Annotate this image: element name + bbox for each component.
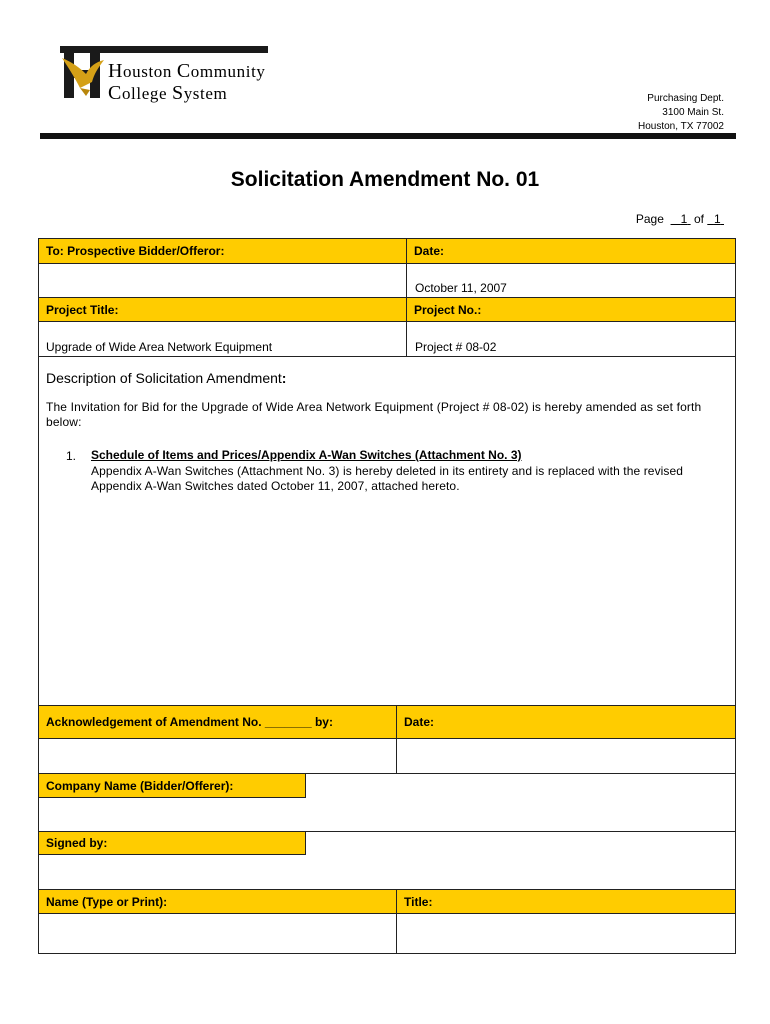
item-title: Schedule of Items and Prices/Appendix A-Wan Switches (Attachment No. 3)	[91, 448, 522, 462]
address-line-city: Houston, TX 77002	[638, 121, 724, 132]
logo-text-line1: Houston Community	[108, 60, 266, 82]
column-divider-ack	[396, 705, 397, 773]
project-title-label: Project Title:	[39, 297, 406, 322]
page-indicator: Page 1 of 1	[635, 212, 721, 226]
logo-text-line2: College System	[108, 82, 228, 104]
item-number: 1.	[66, 449, 77, 463]
address-line-street: 3100 Main St.	[662, 107, 724, 118]
description-text: The Invitation for Bid for the Upgrade of Wide Area Network Equipment (Project # 08-02) is hereby amended as set forth below:	[46, 400, 702, 429]
project-no-value: Project # 08-02	[415, 340, 497, 354]
header-rule	[40, 133, 736, 139]
column-divider-name	[396, 889, 397, 953]
row-divider-description	[38, 356, 736, 357]
signed-by-label: Signed by:	[39, 832, 306, 855]
title-label: Title:	[397, 890, 735, 914]
to-bidder-label: To: Prospective Bidder/Offeror:	[39, 239, 406, 264]
name-label: Name (Type or Print):	[39, 890, 396, 914]
company-name-label: Company Name (Bidder/Offerer):	[39, 774, 306, 798]
date-label: Date:	[407, 239, 735, 264]
date-value: October 11, 2007	[415, 281, 507, 295]
eagle-logo-icon	[62, 44, 104, 100]
column-divider-top	[406, 239, 407, 356]
description-heading: Description of Solicitation Amendment:	[46, 370, 287, 386]
project-no-label: Project No.:	[407, 297, 735, 322]
address-line-dept: Purchasing Dept.	[647, 93, 724, 104]
address-block	[638, 92, 724, 134]
project-title-value: Upgrade of Wide Area Network Equipment	[46, 340, 273, 354]
acknowledgement-label: Acknowledgement of Amendment No. _______ by:	[39, 705, 396, 739]
item-text: Appendix A-Wan Switches (Attachment No. 3) is hereby deleted in its entirety and is replaced with the revised Appendix A-Wan Switches dated October 11, 2007, attached hereto.	[91, 464, 684, 493]
ack-date-label: Date:	[397, 705, 735, 739]
document-title: Solicitation Amendment No. 01	[230, 168, 540, 191]
